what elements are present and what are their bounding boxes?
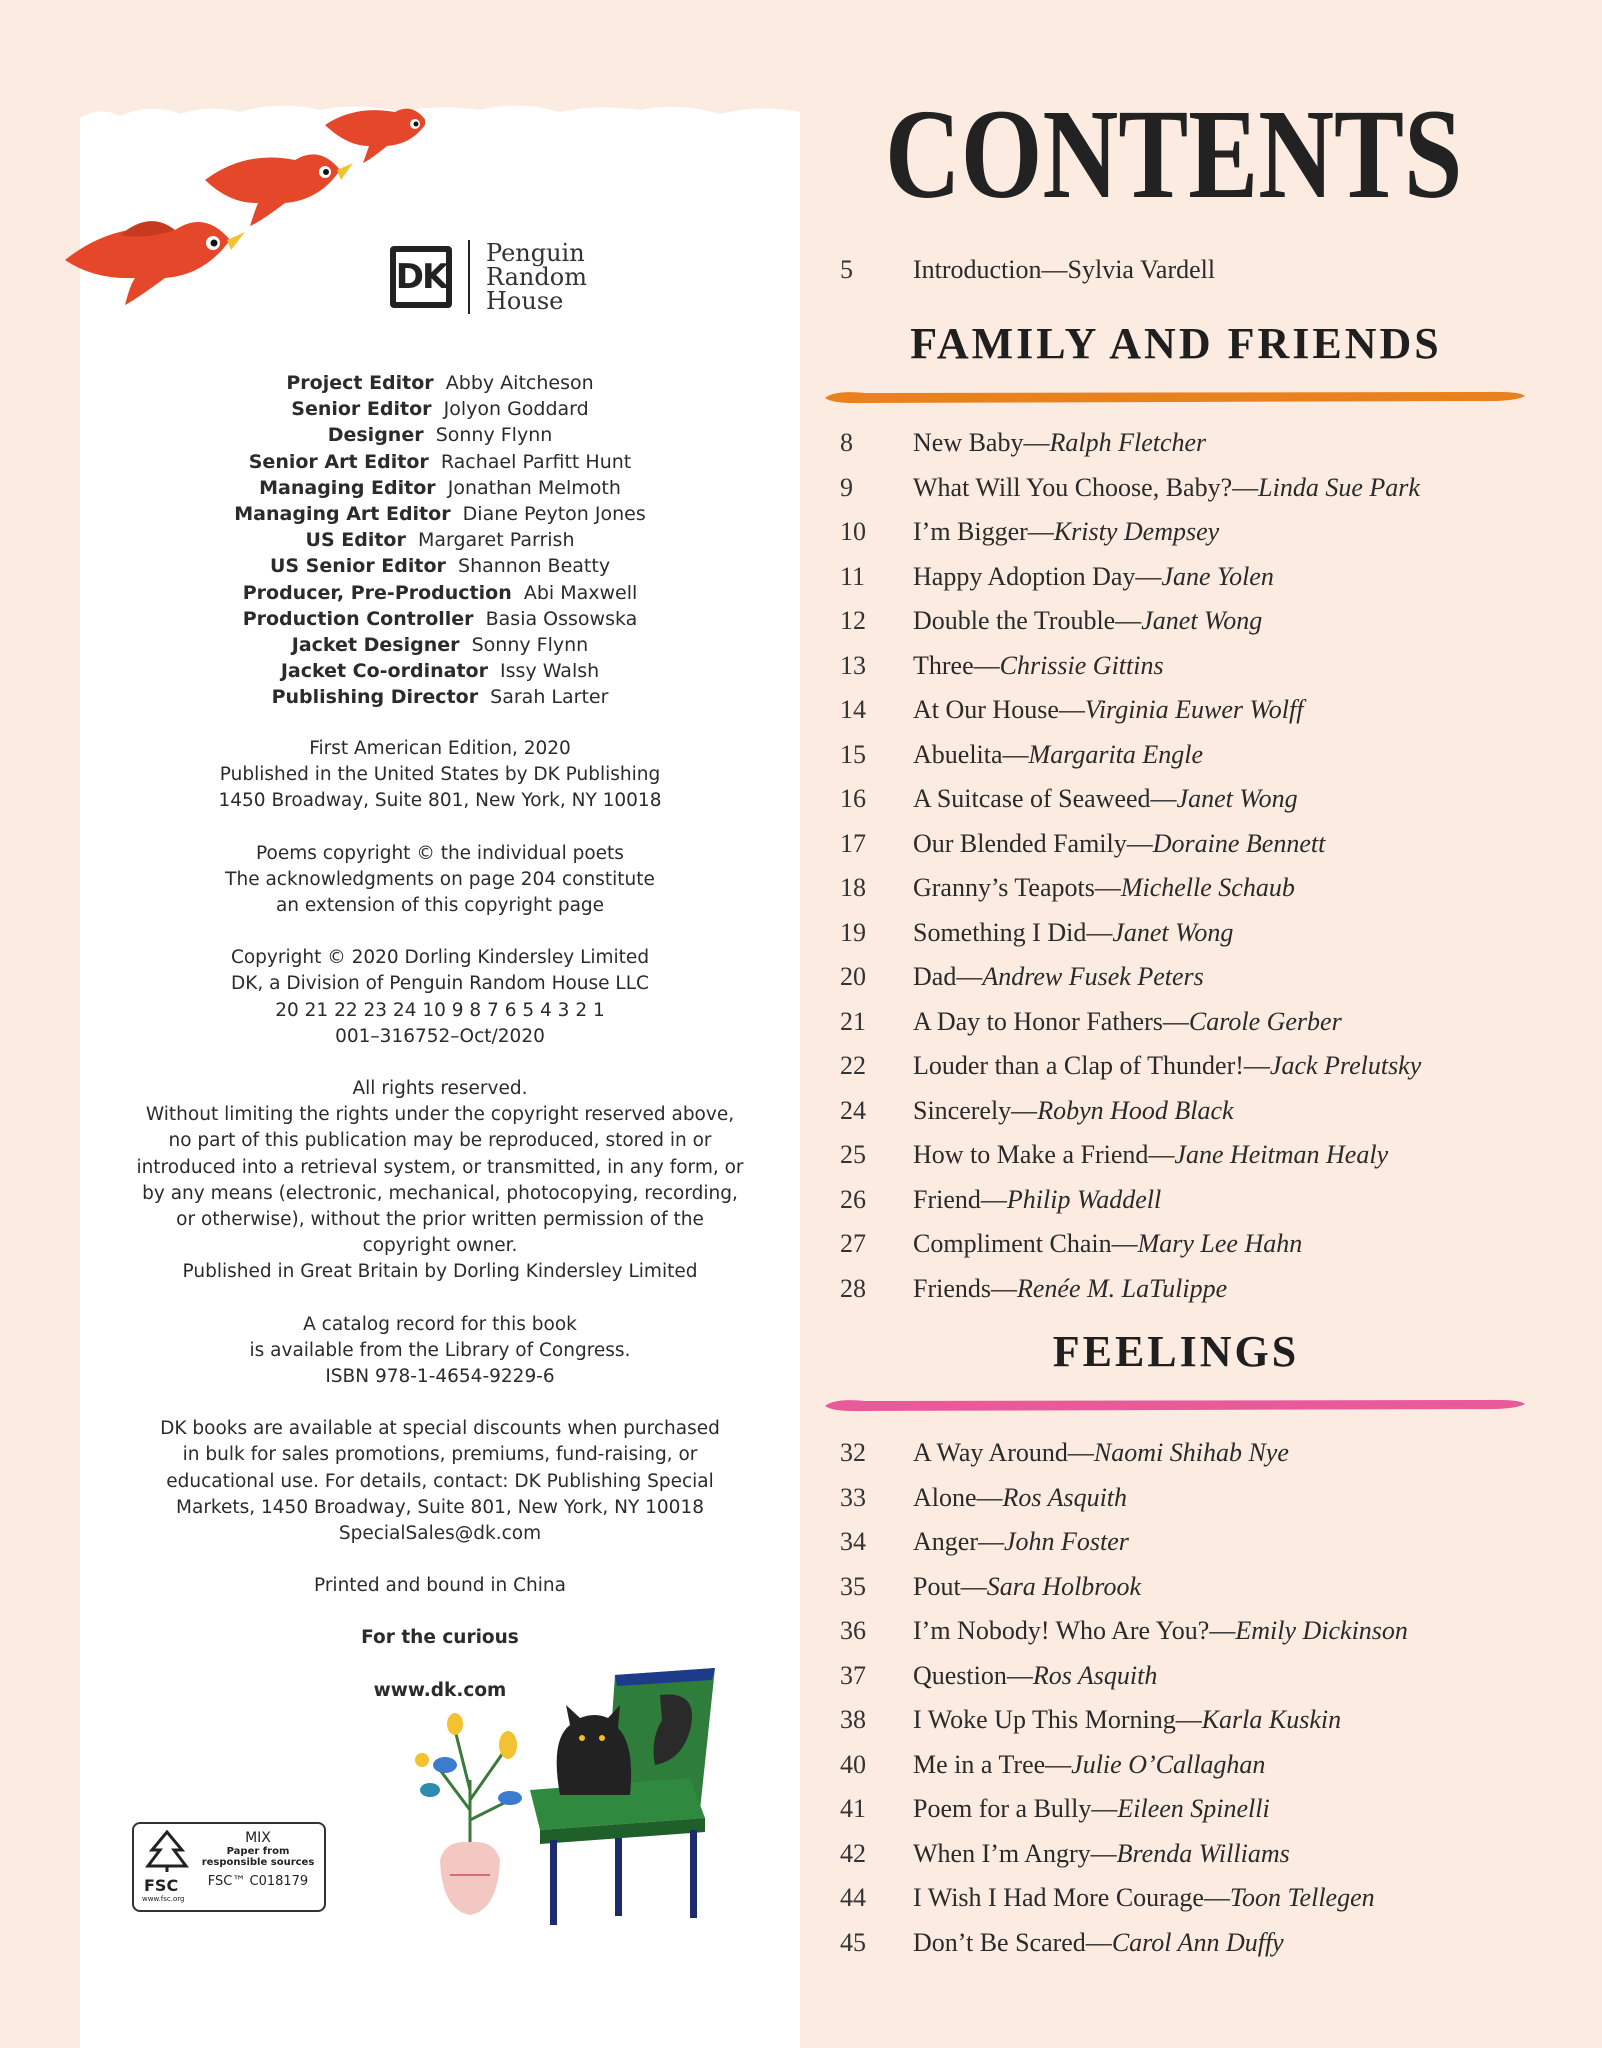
legal-line: educational use. For details, contact: DK Publishing Special xyxy=(166,1470,714,1492)
toc-page-number: 14 xyxy=(840,695,866,724)
credit-name: Diane Peyton Jones xyxy=(462,503,646,526)
poem-author: Sara Holbrook xyxy=(986,1571,1141,1601)
legal-line: All rights reserved. xyxy=(352,1078,528,1100)
poem-author: Julie O’Callaghan xyxy=(1071,1749,1266,1779)
toc-page-number: 37 xyxy=(840,1660,866,1690)
toc-page-number: 12 xyxy=(840,606,866,635)
toc-title xyxy=(913,918,1233,948)
legal-line: 001–316752–Oct/2020 xyxy=(335,1025,545,1047)
legal-line: DK, a Division of Penguin Random House LLC xyxy=(231,973,649,995)
toc-page-number: 15 xyxy=(840,739,866,769)
poem-title: Happy Adoption Day— xyxy=(913,561,1162,591)
poem-title: Something I Did— xyxy=(913,917,1113,947)
credit-name: Issy Walsh xyxy=(500,660,600,683)
toc-page-number: 9 xyxy=(840,472,853,502)
legal-line: Published in the United States by DK Publishing xyxy=(219,764,661,786)
poem-title: Friends— xyxy=(913,1273,1017,1303)
poem-title: Poem for a Bully— xyxy=(913,1794,1118,1823)
poem-author: Ros Asquith xyxy=(1002,1482,1128,1512)
poem-author: Karla Kuskin xyxy=(1201,1705,1342,1734)
poem-title: When I’m Angry— xyxy=(913,1838,1117,1868)
fsc-url: www.fsc.org xyxy=(142,1895,185,1903)
toc-title xyxy=(913,829,1325,859)
poem-author: Eileen Spinelli xyxy=(1117,1794,1270,1823)
toc-title xyxy=(913,695,1303,725)
toc-title xyxy=(913,784,1298,814)
poem-title: How to Make a Friend— xyxy=(913,1140,1175,1169)
poem-author: Carole Gerber xyxy=(1188,1006,1342,1036)
legal-text xyxy=(80,736,800,1730)
toc-title xyxy=(913,1140,1388,1170)
poem-title: I’m Bigger— xyxy=(913,517,1054,546)
poem-author: Ros Asquith xyxy=(1032,1660,1158,1690)
poem-author: Emily Dickinson xyxy=(1235,1616,1408,1645)
toc-page-number: 20 xyxy=(840,962,866,991)
credit-line xyxy=(160,580,720,606)
toc-page-number: 25 xyxy=(840,1140,866,1169)
credit-role: Senior Art Editor xyxy=(248,450,429,473)
fsc-code: FSC™ C018179 xyxy=(207,1874,309,1889)
poem-title: Pout— xyxy=(913,1571,987,1601)
toc-title xyxy=(913,517,1219,547)
poem-title: Anger— xyxy=(913,1527,1004,1556)
poem-title: Double the Trouble— xyxy=(913,606,1142,635)
credit-line xyxy=(160,658,720,684)
website-link[interactable]: www.dk.com xyxy=(373,1679,507,1701)
credit-name: Basia Ossowska xyxy=(485,607,638,630)
credit-role: Senior Editor xyxy=(291,398,432,421)
legal-line: ISBN 978-1-4654-9229-6 xyxy=(325,1366,555,1388)
poem-title: At Our House— xyxy=(913,695,1085,724)
poem-title: Friend— xyxy=(913,1184,1007,1214)
legal-line: Without limiting the rights under the copyright reserved above, xyxy=(145,1104,735,1126)
credit-line xyxy=(160,501,720,527)
poem-author: Carol Ann Duffy xyxy=(1111,1927,1284,1957)
credit-role: Jacket Co-ordinator xyxy=(280,660,488,683)
credit-line xyxy=(160,606,720,632)
poem-author: Michelle Schaub xyxy=(1120,873,1295,902)
toc-title xyxy=(913,1096,1234,1126)
toc-title xyxy=(913,1527,1129,1557)
toc-page-number: 27 xyxy=(840,1229,866,1258)
credit-role: Project Editor xyxy=(286,372,434,394)
legal-line: SpecialSales@dk.com xyxy=(338,1523,542,1545)
legal-line: Published in Great Britain by Dorling Kindersley Limited xyxy=(182,1261,698,1283)
credit-role: Managing Art Editor xyxy=(234,503,451,526)
poem-author: Ralph Fletcher xyxy=(1049,428,1207,457)
poem-title: Alone— xyxy=(913,1482,1003,1512)
chair-cat-illustration xyxy=(400,1660,730,1930)
poem-title: Me in a Tree— xyxy=(913,1749,1072,1779)
legal-line: introduced into a retrieval system, or transmitted, in any form, or xyxy=(136,1156,744,1178)
credit-name: Sonny Flynn xyxy=(471,634,589,657)
legal-line: Markets, 1450 Broadway, Suite 801, New York, NY 10018 xyxy=(176,1496,704,1518)
legal-line: The acknowledgments on page 204 constitute xyxy=(225,868,655,890)
credit-name: Abby Aitcheson xyxy=(445,372,594,394)
credit-line xyxy=(160,527,720,553)
toc-page-number: 35 xyxy=(840,1571,866,1601)
credit-line xyxy=(160,396,720,422)
poem-title: I Wish I Had More Courage— xyxy=(913,1883,1230,1912)
poem-author: Mary Lee Hahn xyxy=(1137,1229,1303,1258)
poem-author: Naomi Shihab Nye xyxy=(1093,1438,1289,1467)
toc-title xyxy=(913,962,1204,992)
section-heading: FAMILY AND FRIENDS xyxy=(910,319,1442,368)
toc-title xyxy=(913,606,1262,636)
poem-author: Toon Tellegen xyxy=(1229,1883,1375,1912)
poem-title: Question— xyxy=(913,1660,1033,1690)
poem-title: A Way Around— xyxy=(913,1438,1094,1467)
toc-page-number: 28 xyxy=(840,1273,866,1303)
poem-title: Sincerely— xyxy=(913,1095,1038,1125)
poem-author: Janet Wong xyxy=(1112,917,1234,947)
poem-title: A Suitcase of Seaweed— xyxy=(913,784,1177,813)
toc-title xyxy=(913,1839,1290,1869)
section-brush-stroke xyxy=(825,1396,1525,1414)
section-heading: FEELINGS xyxy=(1052,1327,1300,1376)
credits-list xyxy=(160,370,720,711)
toc-page-number: 36 xyxy=(840,1616,866,1645)
toc-title xyxy=(913,1750,1265,1780)
legal-line: First American Edition, 2020 xyxy=(309,738,571,759)
poem-author: Virginia Euwer Wolff xyxy=(1084,695,1304,724)
fsc-mix: MIX xyxy=(245,1830,271,1846)
poem-author: John Foster xyxy=(1003,1527,1129,1556)
flower-vase-icon xyxy=(415,1713,522,1915)
toc-page-number: 38 xyxy=(840,1705,866,1734)
legal-line: 20 21 22 23 24 10 9 8 7 6 5 4 3 2 1 xyxy=(275,999,605,1021)
poem-title: What Will You Choose, Baby?— xyxy=(913,472,1259,502)
poem-author: Kristy Dempsey xyxy=(1053,517,1220,546)
toc-page-number: 34 xyxy=(840,1527,866,1556)
legal-line: A catalog record for this book xyxy=(303,1313,577,1335)
toc-page-number: 24 xyxy=(840,1095,866,1125)
credit-name: Shannon Beatty xyxy=(458,555,611,578)
credit-role: US Editor xyxy=(305,529,406,552)
legal-line: or otherwise), without the prior written permission of the xyxy=(176,1209,704,1231)
logo-divider xyxy=(468,240,470,314)
fsc-tree-icon xyxy=(142,1830,192,1874)
poem-author: Janet Wong xyxy=(1176,784,1298,813)
credit-line xyxy=(160,422,720,448)
credit-role: Producer, Pre-Production xyxy=(242,581,512,604)
poems-copyright xyxy=(80,841,800,920)
toc-title: Introduction—Sylvia Vardell xyxy=(913,255,1216,284)
credit-role: Jacket Designer xyxy=(291,634,460,657)
poem-author: Philip Waddell xyxy=(1006,1184,1162,1214)
poem-author: Renée M. LaTulippe xyxy=(1017,1273,1228,1303)
credit-role: Designer xyxy=(327,424,424,447)
toc-title xyxy=(913,1438,1289,1468)
legal-line: DK books are available at special discounts when purchased xyxy=(160,1418,720,1440)
credit-name: Rachael Parfitt Hunt xyxy=(440,450,632,473)
fsc-paper-line2: responsible sources xyxy=(201,1857,315,1868)
toc-title xyxy=(913,1229,1302,1259)
fsc-logo-text: FSC xyxy=(144,1876,179,1895)
credit-line xyxy=(160,684,720,710)
credit-role: US Senior Editor xyxy=(269,555,446,578)
dk-logo: DK xyxy=(390,246,452,308)
toc-title xyxy=(913,1185,1161,1215)
poem-author: Andrew Fusek Peters xyxy=(982,962,1204,991)
toc-page-number: 17 xyxy=(840,828,866,858)
toc-title xyxy=(913,1483,1127,1513)
publisher-logo xyxy=(390,240,587,314)
toc-title xyxy=(913,562,1274,592)
credit-role: Publishing Director xyxy=(271,686,479,709)
poem-author: Jack Prelutsky xyxy=(1269,1051,1422,1080)
poem-title: Don’t Be Scared— xyxy=(913,1927,1112,1957)
poem-author: Jane Heitman Healy xyxy=(1174,1140,1389,1169)
legal-line: Copyright © 2020 Dorling Kindersley Limited xyxy=(230,947,650,969)
catalog-record xyxy=(80,1312,800,1391)
poem-author: Chrissie Gittins xyxy=(999,650,1164,680)
poem-author: Doraine Bennett xyxy=(1152,828,1326,858)
toc-title xyxy=(913,1705,1341,1735)
fsc-paper-line1: Paper from xyxy=(226,1846,290,1857)
poem-title: I’m Nobody! Who Are You?— xyxy=(913,1616,1236,1645)
credit-role: Managing Editor xyxy=(259,476,436,499)
poem-title: Three— xyxy=(913,650,1000,680)
toc-title xyxy=(913,873,1295,903)
toc-page-number: 10 xyxy=(840,517,866,546)
copyright-info xyxy=(80,945,800,1050)
toc-title xyxy=(913,1274,1227,1304)
credit-line xyxy=(160,553,720,579)
credit-name: Sarah Larter xyxy=(490,686,609,709)
poem-title: Dad— xyxy=(913,962,983,991)
poem-title: Abuelita— xyxy=(913,739,1029,769)
credit-line xyxy=(160,449,720,475)
legal-line: Poems copyright © the individual poets xyxy=(256,842,624,864)
toc-title xyxy=(913,740,1203,770)
legal-line: by any means (electronic, mechanical, photocopying, recording, xyxy=(142,1182,738,1204)
toc-title xyxy=(913,473,1420,503)
toc-title xyxy=(913,428,1206,458)
toc-page-number: 8 xyxy=(840,428,853,457)
toc-title xyxy=(913,1883,1375,1913)
credit-name: Margaret Parrish xyxy=(417,529,575,552)
toc-page-number: 26 xyxy=(840,1184,866,1214)
toc-page-number: 40 xyxy=(840,1749,866,1779)
rights-notice xyxy=(80,1076,800,1286)
poem-author: Brenda Williams xyxy=(1116,1838,1290,1868)
legal-line: copyright owner. xyxy=(362,1235,518,1257)
legal-line: no part of this publication may be reproduced, stored in or xyxy=(168,1130,712,1152)
credit-line xyxy=(160,632,720,658)
sales-info xyxy=(80,1416,800,1547)
toc-page-number: 19 xyxy=(840,917,866,947)
toc-page-number: 44 xyxy=(840,1883,866,1912)
legal-line: an extension of this copyright page xyxy=(275,895,605,917)
credit-role: Production Controller xyxy=(242,607,474,630)
credit-line xyxy=(160,475,720,501)
toc-page-number: 42 xyxy=(840,1838,866,1868)
toc-page-number: 45 xyxy=(840,1927,866,1957)
edition-info xyxy=(80,736,800,815)
toc-page-number: 16 xyxy=(840,784,866,813)
for-the-curious: For the curious xyxy=(361,1627,519,1649)
poem-title: New Baby— xyxy=(913,428,1050,457)
toc-page-number: 41 xyxy=(840,1794,866,1823)
toc-page-number: 33 xyxy=(840,1482,866,1512)
section-brush-stroke xyxy=(825,388,1525,406)
toc-page-number: 22 xyxy=(840,1051,866,1080)
toc-title xyxy=(913,1928,1284,1958)
printed-in: Printed and bound in China xyxy=(314,1575,566,1597)
toc-title xyxy=(913,1572,1141,1602)
poem-author: Janet Wong xyxy=(1141,606,1263,635)
toc-title xyxy=(913,1051,1421,1081)
poem-title: A Day to Honor Fathers— xyxy=(913,1006,1189,1036)
toc-page-number: 18 xyxy=(840,873,866,902)
poem-author: Jane Yolen xyxy=(1161,561,1274,591)
legal-line: is available from the Library of Congress. xyxy=(249,1339,631,1361)
credit-line xyxy=(160,370,720,396)
poem-author: Margarita Engle xyxy=(1028,739,1204,769)
contents-title: CONTENTS xyxy=(885,83,1463,225)
fsc-badge xyxy=(132,1822,326,1912)
credit-name: Jolyon Goddard xyxy=(443,398,589,421)
toc-title xyxy=(913,1661,1157,1691)
poem-title: Louder than a Clap of Thunder!— xyxy=(913,1051,1270,1080)
poem-title: Our Blended Family— xyxy=(913,828,1153,858)
credit-name: Abi Maxwell xyxy=(523,581,638,604)
toc-title xyxy=(913,1794,1270,1824)
penguin-random-house-wordmark: Penguin Random House xyxy=(486,239,587,315)
toc-page-number: 21 xyxy=(840,1006,866,1036)
toc-title xyxy=(913,651,1164,681)
toc-title xyxy=(913,1007,1342,1037)
toc-page-number: 5 xyxy=(840,255,853,284)
toc-page-number: 13 xyxy=(840,650,866,680)
poem-title: Granny’s Teapots— xyxy=(913,873,1121,902)
poem-title: Compliment Chain— xyxy=(913,1229,1138,1258)
toc-title xyxy=(913,1616,1408,1646)
toc-page-number: 11 xyxy=(840,561,866,591)
toc-page-number: 32 xyxy=(840,1438,866,1467)
legal-line: 1450 Broadway, Suite 801, New York, NY 10018 xyxy=(218,790,662,812)
credit-name: Jonathan Melmoth xyxy=(447,476,621,499)
credit-name: Sonny Flynn xyxy=(435,424,553,447)
poem-author: Linda Sue Park xyxy=(1258,472,1420,502)
legal-line: in bulk for sales promotions, premiums, fund-raising, or xyxy=(182,1444,698,1466)
poem-title: I Woke Up This Morning— xyxy=(913,1705,1202,1734)
poem-author: Robyn Hood Black xyxy=(1037,1095,1234,1125)
